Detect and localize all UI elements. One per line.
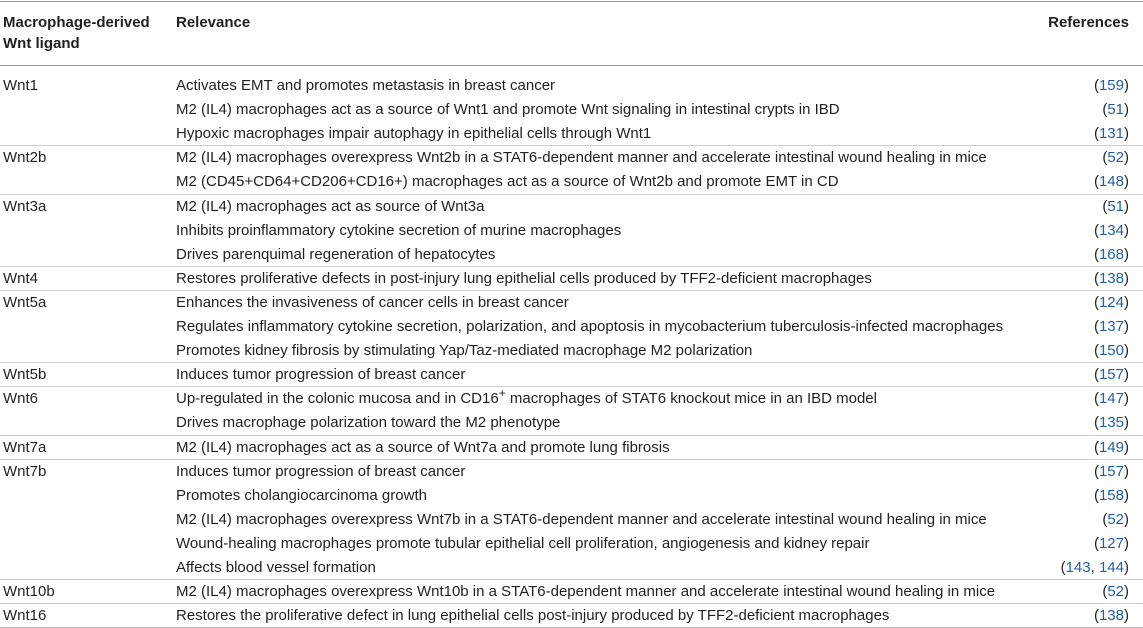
ref-open-paren: ( [1093, 366, 1099, 383]
ref-close-paren: ) [1124, 463, 1129, 480]
ref-open-paren: ( [1102, 583, 1108, 600]
reference-link[interactable]: 127 [1098, 535, 1124, 552]
relevance-cell [176, 414, 560, 432]
references-cell [1094, 390, 1129, 408]
relevance-text: Drives macrophage polarization toward the M2 phenotype [176, 414, 561, 431]
ref-close-paren: ) [1124, 101, 1129, 118]
references-cell [1102, 511, 1129, 529]
ref-close-paren: ) [1124, 294, 1129, 311]
reference-link[interactable]: 157 [1098, 463, 1124, 480]
relevance-cell [176, 607, 889, 625]
ref-open-paren: ( [1102, 101, 1108, 118]
references-cell [1094, 246, 1129, 264]
ref-close-paren: ) [1124, 559, 1129, 576]
relevance-cell [176, 270, 872, 288]
relevance-text: Up-regulated in the colonic mucosa and in CD16 [176, 390, 499, 407]
relevance-text: M2 (IL4) macrophages overexpress Wnt7b in a STAT6-dependent manner and accelerate intestinal wound healing in mice [176, 511, 987, 528]
relevance-text: Affects blood vessel formation [176, 559, 376, 576]
ref-open-paren: ( [1093, 607, 1099, 624]
references-cell [1094, 342, 1129, 360]
ligand-cell: Wnt1 [3, 77, 39, 94]
group-separator [0, 266, 1143, 267]
reference-link[interactable]: 124 [1098, 294, 1124, 311]
ref-open-paren: ( [1093, 173, 1099, 190]
ligand-cell: Wnt5a [3, 294, 47, 311]
ligand-cell: Wnt7b [3, 463, 47, 480]
ref-close-paren: ) [1124, 414, 1129, 431]
ligand-cell: Wnt2b [3, 149, 47, 166]
ref-close-paren: ) [1124, 246, 1129, 263]
relevance-text: M2 (IL4) macrophages overexpress Wnt10b in a STAT6-dependent manner and accelerate intestinal wound healing in mice [176, 583, 996, 600]
ref-close-paren: ) [1124, 366, 1129, 383]
ref-open-paren: ( [1093, 125, 1099, 142]
relevance-cell [176, 511, 987, 529]
reference-link[interactable]: 158 [1098, 487, 1124, 504]
reference-link[interactable]: 131 [1098, 125, 1124, 142]
relevance-cell [176, 222, 621, 240]
ref-close-paren: ) [1124, 77, 1129, 94]
reference-link[interactable]: 52 [1107, 149, 1124, 166]
ref-open-paren: ( [1093, 463, 1099, 480]
table-header-rule [0, 65, 1143, 66]
ref-close-paren: ) [1124, 270, 1129, 287]
group-separator [0, 194, 1143, 195]
ligand-cell: Wnt4 [3, 270, 39, 287]
reference-link[interactable]: 143 [1065, 559, 1091, 576]
ref-open-paren: ( [1093, 342, 1099, 359]
ref-close-paren: ) [1124, 583, 1129, 600]
reference-link[interactable]: 157 [1098, 366, 1124, 383]
group-separator [0, 362, 1143, 363]
ref-close-paren: ) [1124, 125, 1129, 142]
ref-open-paren: ( [1093, 535, 1099, 552]
ligand-cell: Wnt16 [3, 607, 47, 624]
reference-link[interactable]: 149 [1098, 439, 1124, 456]
ref-open-paren: ( [1093, 414, 1099, 431]
superscript-plus: + [498, 386, 506, 400]
ligand-cell: Wnt7a [3, 439, 47, 456]
reference-link[interactable]: 150 [1098, 342, 1124, 359]
ref-close-paren: ) [1124, 607, 1129, 624]
reference-link[interactable]: 144 [1098, 559, 1124, 576]
relevance-text: Activates EMT and promotes metastasis in breast cancer [176, 77, 556, 94]
references-cell [1094, 318, 1129, 336]
relevance-text: Promotes cholangiocarcinoma growth [176, 487, 427, 504]
ref-open-paren: ( [1102, 149, 1108, 166]
references-cell [1094, 366, 1129, 384]
relevance-cell [176, 535, 869, 553]
references-cell [1094, 173, 1129, 191]
relevance-text: Inhibits proinflammatory cytokine secretion of murine macrophages [176, 222, 622, 239]
ref-close-paren: ) [1124, 439, 1129, 456]
relevance-cell [176, 246, 495, 264]
ref-open-paren: ( [1093, 246, 1099, 263]
ref-open-paren: ( [1060, 559, 1066, 576]
ref-close-paren: ) [1124, 173, 1129, 190]
references-cell [1094, 607, 1129, 625]
table-top-rule [0, 1, 1143, 2]
relevance-cell [176, 366, 465, 384]
ref-open-paren: ( [1093, 270, 1099, 287]
ref-open-paren: ( [1093, 294, 1099, 311]
references-cell [1094, 222, 1129, 240]
references-cell [1102, 149, 1129, 167]
relevance-text: Promotes kidney fibrosis by stimulating Yap/Taz-mediated macrophage M2 polarization [176, 342, 753, 359]
group-separator [0, 459, 1143, 460]
relevance-text: Induces tumor progression of breast cancer [176, 463, 466, 480]
ligand-cell: Wnt6 [3, 390, 39, 407]
relevance-cell [176, 101, 840, 119]
header-references: References [1048, 14, 1129, 31]
group-separator [0, 603, 1143, 604]
group-separator [0, 386, 1143, 387]
relevance-cell [176, 173, 839, 191]
ref-open-paren: ( [1093, 487, 1099, 504]
relevance-text: M2 (IL4) macrophages act as a source of Wnt1 and promote Wnt signaling in intestinal crypts in IBD [176, 101, 840, 118]
relevance-text: Restores the proliferative defect in lung epithelial cells post-injury produced by TFF2-deficient macrophages [176, 607, 890, 624]
relevance-text: Restores proliferative defects in post-injury lung epithelial cells produced by TFF2-deficient macrophages [176, 270, 872, 287]
references-cell [1094, 270, 1129, 288]
ref-open-paren: ( [1102, 198, 1108, 215]
relevance-text: Drives parenquimal regeneration of hepatocytes [176, 246, 496, 263]
group-separator [0, 435, 1143, 436]
ref-close-paren: ) [1124, 390, 1129, 407]
reference-link[interactable]: 138 [1098, 270, 1124, 287]
ligand-cell: Wnt5b [3, 366, 47, 383]
reference-link[interactable]: 147 [1098, 390, 1124, 407]
relevance-cell [176, 342, 752, 360]
relevance-text: Induces tumor progression of breast cancer [176, 366, 466, 383]
relevance-text: Enhances the invasiveness of cancer cells in breast cancer [176, 294, 569, 311]
ref-separator: , [1090, 559, 1099, 576]
reference-link[interactable]: 138 [1098, 607, 1124, 624]
reference-link[interactable]: 168 [1098, 246, 1124, 263]
ref-open-paren: ( [1093, 77, 1099, 94]
ref-close-paren: ) [1124, 222, 1129, 239]
reference-link[interactable]: 52 [1107, 583, 1124, 600]
reference-link[interactable]: 159 [1098, 77, 1124, 94]
references-cell [1061, 559, 1129, 577]
relevance-cell [176, 294, 569, 312]
group-separator [0, 579, 1143, 580]
references-cell [1094, 414, 1129, 432]
references-cell [1102, 583, 1129, 601]
group-separator [0, 145, 1143, 146]
relevance-cell [176, 77, 555, 95]
reference-link[interactable]: 51 [1107, 198, 1124, 215]
relevance-text: Wound-healing macrophages promote tubular epithelial cell proliferation, angiogenesis and kidney repair [176, 535, 870, 552]
ligand-cell: Wnt10b [3, 583, 55, 600]
ref-close-paren: ) [1124, 318, 1129, 335]
relevance-cell [176, 463, 465, 481]
reference-link[interactable]: 134 [1098, 222, 1124, 239]
relevance-cell [176, 583, 995, 601]
relevance-cell [176, 318, 1003, 336]
group-separator [0, 290, 1143, 291]
references-cell [1102, 198, 1129, 216]
relevance-cell [176, 487, 427, 505]
relevance-text: M2 (IL4) macrophages act as source of Wnt3a [176, 198, 485, 215]
reference-link[interactable]: 135 [1098, 414, 1124, 431]
ref-close-paren: ) [1124, 198, 1129, 215]
relevance-cell [176, 386, 877, 408]
relevance-text: Regulates inflammatory cytokine secretion, polarization, and apoptosis in mycobacterium tuberculosis-infected macrophages [176, 318, 1004, 335]
ref-open-paren: ( [1093, 390, 1099, 407]
references-cell [1094, 125, 1129, 143]
references-cell [1094, 294, 1129, 312]
relevance-text: M2 (IL4) macrophages overexpress Wnt2b in a STAT6-dependent manner and accelerate intestinal wound healing in mice [176, 149, 987, 166]
ref-close-paren: ) [1124, 535, 1129, 552]
ref-open-paren: ( [1102, 511, 1108, 528]
references-cell [1094, 535, 1129, 553]
ref-open-paren: ( [1093, 439, 1099, 456]
ref-close-paren: ) [1124, 511, 1129, 528]
relevance-text: M2 (IL4) macrophages act as a source of Wnt7a and promote lung fibrosis [176, 439, 670, 456]
references-cell [1102, 101, 1129, 119]
relevance-cell [176, 559, 376, 577]
reference-link[interactable]: 51 [1107, 101, 1124, 118]
header-relevance: Relevance [176, 14, 251, 31]
reference-link[interactable]: 137 [1098, 318, 1124, 335]
ref-open-paren: ( [1093, 222, 1099, 239]
ref-close-paren: ) [1124, 149, 1129, 166]
ref-close-paren: ) [1124, 487, 1129, 504]
references-cell [1094, 77, 1129, 95]
relevance-text: Hypoxic macrophages impair autophagy in epithelial cells through Wnt1 [176, 125, 652, 142]
references-cell [1094, 487, 1129, 505]
relevance-cell [176, 149, 987, 167]
header-ligand: Macrophage-derived Wnt ligand [3, 14, 150, 52]
relevance-text-cont: macrophages of STAT6 knockout mice in an IBD model [505, 390, 877, 407]
relevance-cell [176, 125, 651, 143]
ligand-cell: Wnt3a [3, 198, 47, 215]
relevance-cell [176, 439, 670, 457]
ref-close-paren: ) [1124, 342, 1129, 359]
reference-link[interactable]: 148 [1098, 173, 1124, 190]
reference-link[interactable]: 52 [1107, 511, 1124, 528]
relevance-cell [176, 198, 484, 216]
references-cell [1094, 463, 1129, 481]
references-cell [1094, 439, 1129, 457]
ref-open-paren: ( [1093, 318, 1099, 335]
relevance-text: M2 (CD45+CD64+CD206+CD16+) macrophages act as a source of Wnt2b and promote EMT in CD [176, 173, 839, 190]
